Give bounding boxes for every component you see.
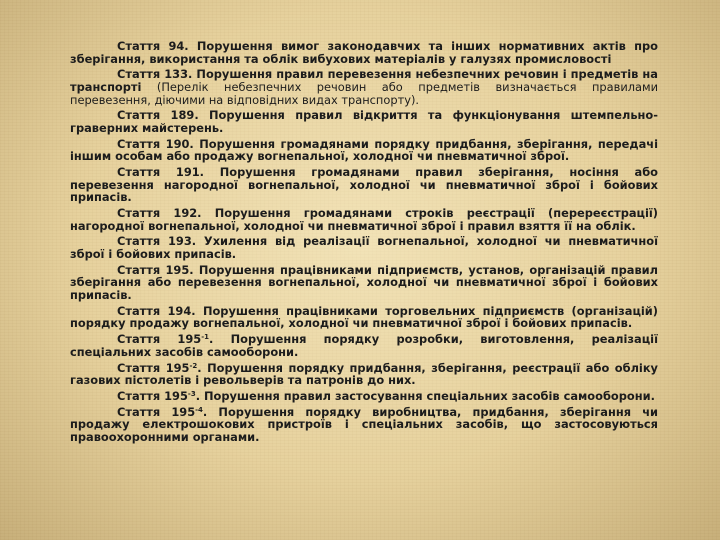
article-title: . Порушення правил застосування спеціальних засобів самооборони. xyxy=(195,388,655,403)
article-190 xyxy=(70,138,658,163)
article-94 xyxy=(70,40,658,65)
article-title: . Порушення порядку розробки, виготовлення, реалізації спеціальних засобів самооборони. xyxy=(70,332,658,359)
article-title: . Порушення порядку виробництва, придбання, зберігання чи продажу електрошокових пристроїв і спеціальних засобів, що застосовуються правоохоронними органами. xyxy=(70,404,658,444)
article-title: . Порушення порядку придбання, зберігання, реєстрації або обліку газових пістолетів і револьверів та патронів до них. xyxy=(70,360,658,388)
article-superscript: -3 xyxy=(187,389,196,398)
article-heading: Стаття 133. Порушення правил перевезення небезпечних речовин і предметів на транспорті xyxy=(70,67,658,94)
article-195-3 xyxy=(70,390,658,403)
article-heading: Стаття 194. Порушення працівниками торговельних підприємств (організацій) порядку продажу вогнепальної, холодної чи пневматичної зброї і бойових припасів. xyxy=(70,303,658,331)
article-192 xyxy=(70,207,658,232)
article-heading: Стаття 94. Порушення вимог законодавчих та інших нормативних актів про зберігання, використання та облік вибухових матеріалів у галузях промисловості xyxy=(70,39,658,66)
article-heading: Стаття 189. Порушення правил відкриття та функціонування штемпельно-граверних майстерень. xyxy=(70,108,658,135)
article-133 xyxy=(70,68,658,106)
article-193 xyxy=(70,235,658,260)
article-195 xyxy=(70,264,658,302)
article-list xyxy=(70,40,658,447)
article-heading: Стаття 195 xyxy=(117,404,196,419)
article-heading: Стаття 195 xyxy=(117,388,188,403)
article-heading: Стаття 191. Порушення громадянами правил зберігання, носіння або перевезення нагородної вогнепальної, холодної чи пневматичної зброї і бойових припасів. xyxy=(70,165,658,205)
article-heading: Стаття 195 xyxy=(117,360,190,375)
article-191 xyxy=(70,166,658,204)
article-note: (Перелік небезпечних речовин або предметів визначається правилами перевезення, діючими на відповідних видах транспорту). xyxy=(70,79,658,107)
article-superscript: -2 xyxy=(189,361,198,370)
article-superscript: -1 xyxy=(201,333,209,342)
article-195-1 xyxy=(70,333,658,358)
article-heading: Стаття 192. Порушення громадянами строків реєстрації (перереєстрації) нагородної вогнепальної, холодної чи пневматичної зброї і правил взяття її на облік. xyxy=(70,206,658,233)
article-195-4 xyxy=(70,406,658,444)
article-heading: Стаття 190. Порушення громадянами порядку придбання, зберігання, передачі іншим особам або продажу вогнепальної, холодної чи пневматичної зброї. xyxy=(70,136,658,164)
article-195-2 xyxy=(70,362,658,387)
article-heading: Стаття 195. Порушення працівниками підприємств, установ, організацій правил зберігання або перевезення вогнепальної, холодної чи пневматичної зброї і бойових припасів. xyxy=(70,262,658,302)
article-heading: Стаття 195 xyxy=(117,332,202,347)
article-189 xyxy=(70,109,658,134)
article-superscript: -4 xyxy=(195,405,203,414)
article-194 xyxy=(70,305,658,330)
article-heading: Стаття 193. Ухилення від реалізації вогнепальної, холодної чи пневматичної зброї і бойових припасів. xyxy=(70,234,658,262)
